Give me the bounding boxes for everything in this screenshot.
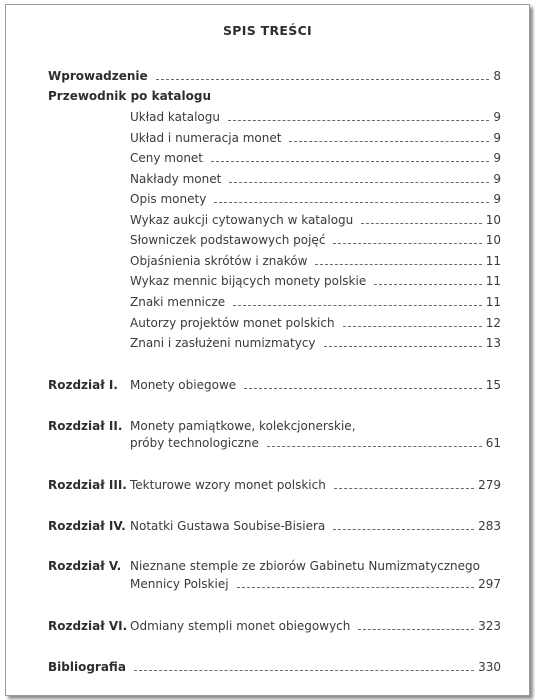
page-number: 283 — [478, 519, 501, 533]
dot-leader — [267, 446, 482, 447]
toc-entry-bibliography — [48, 660, 501, 674]
dot-leader — [233, 305, 482, 306]
toc-page — [5, 4, 530, 696]
dot-leader — [211, 161, 489, 162]
chapter-title: Odmiany stempli monet obiegowych — [130, 619, 351, 633]
dot-leader — [315, 264, 481, 265]
entry-title: Wprowadzenie — [48, 69, 148, 83]
entry-title: Znani i zasłużeni numizmatycy — [130, 336, 316, 350]
chapter-title-line: Mennicy Polskiej — [130, 577, 229, 591]
toc-entry — [130, 213, 501, 227]
dot-leader — [333, 243, 481, 244]
chapter-title: Notatki Gustawa Soubise-Bisiera — [130, 519, 326, 533]
entry-title: Układ i numeracja monet — [130, 131, 282, 145]
toc-entry — [130, 172, 501, 186]
chapter-label: Rozdział II. — [48, 419, 123, 433]
dot-leader — [134, 670, 474, 671]
toc-entry — [130, 295, 501, 309]
page-title: SPIS TREŚCI — [223, 23, 312, 38]
entry-title: Opis monety — [130, 192, 207, 206]
toc-chapter-4 — [48, 519, 501, 533]
toc-entry — [130, 254, 501, 268]
toc-chapter-3 — [48, 478, 501, 492]
dot-leader — [374, 284, 482, 285]
page-number: 9 — [493, 172, 501, 186]
dot-leader — [244, 388, 482, 389]
dot-leader — [334, 488, 474, 489]
page-number: 61 — [485, 436, 501, 450]
chapter-title-line: Nieznane stemple ze zbiorów Gabinetu Numizmatycznego — [130, 559, 480, 573]
page-number: 15 — [485, 378, 501, 392]
toc-chapter-1 — [48, 378, 501, 392]
page-number: 279 — [478, 478, 501, 492]
dot-leader — [289, 141, 489, 142]
dot-leader — [228, 120, 489, 121]
toc-entry — [130, 233, 501, 247]
toc-entry — [130, 192, 501, 206]
entry-title: Ceny monet — [130, 151, 204, 165]
page-number: 330 — [478, 660, 501, 674]
dot-leader — [237, 587, 475, 588]
page-number: 9 — [493, 192, 501, 206]
toc-chapter-2 — [130, 436, 501, 450]
toc-chapter-5 — [130, 577, 501, 591]
entry-title: Nakłady monet — [130, 172, 222, 186]
dot-leader — [358, 629, 474, 630]
entry-title: Objaśnienia skrótów i znaków — [130, 254, 308, 268]
page-number: 10 — [485, 233, 501, 247]
page-number: 12 — [485, 316, 501, 330]
entry-title: Wykaz aukcji cytowanych w katalogu — [130, 213, 354, 227]
page-number: 9 — [493, 131, 501, 145]
entry-title: Znaki mennicze — [130, 295, 226, 309]
toc-entry — [130, 274, 501, 288]
dot-leader — [324, 346, 482, 347]
chapter-title-line: Monety pamiątkowe, kolekcjonerskie, — [130, 419, 356, 433]
dot-leader — [214, 202, 489, 203]
page-number: 11 — [485, 254, 501, 268]
dot-leader — [229, 182, 489, 183]
page-number: 9 — [493, 110, 501, 124]
page-number: 13 — [485, 336, 501, 350]
toc-entry — [130, 151, 501, 165]
page-number: 297 — [478, 577, 501, 591]
dot-leader — [156, 79, 490, 80]
entry-title: Bibliografia — [48, 660, 126, 674]
toc-entry — [130, 316, 501, 330]
page-number: 11 — [485, 274, 501, 288]
dot-leader — [333, 529, 474, 530]
chapter-title: Monety obiegowe — [130, 378, 237, 392]
page-number: 8 — [493, 69, 501, 83]
page-number: 10 — [485, 213, 501, 227]
entry-title: Układ katalogu — [130, 110, 220, 124]
entry-title: Autorzy projektów monet polskich — [130, 316, 335, 330]
entry-title: Wykaz mennic bijących monety polskie — [130, 274, 367, 288]
chapter-label: Rozdział III. — [48, 478, 127, 492]
page-number: 323 — [478, 619, 501, 633]
dot-leader — [343, 326, 482, 327]
page-number: 9 — [493, 151, 501, 165]
chapter-title: Tekturowe wzory monet polskich — [130, 478, 326, 492]
chapter-label: Rozdział I. — [48, 378, 118, 392]
chapter-label: Rozdział VI. — [48, 619, 128, 633]
chapter-title-line: próby technologiczne — [130, 436, 259, 450]
entry-title: Słowniczek podstawowych pojęć — [130, 233, 326, 247]
toc-chapter-6 — [48, 619, 501, 633]
toc-entry — [130, 131, 501, 145]
section-heading-guide: Przewodnik po katalogu — [48, 89, 211, 103]
dot-leader — [361, 223, 481, 224]
chapter-label: Rozdział V. — [48, 559, 122, 573]
page-number: 11 — [485, 295, 501, 309]
toc-entry-intro — [48, 69, 501, 83]
toc-entry — [130, 110, 501, 124]
toc-entry — [130, 336, 501, 350]
chapter-label: Rozdział IV. — [48, 519, 126, 533]
